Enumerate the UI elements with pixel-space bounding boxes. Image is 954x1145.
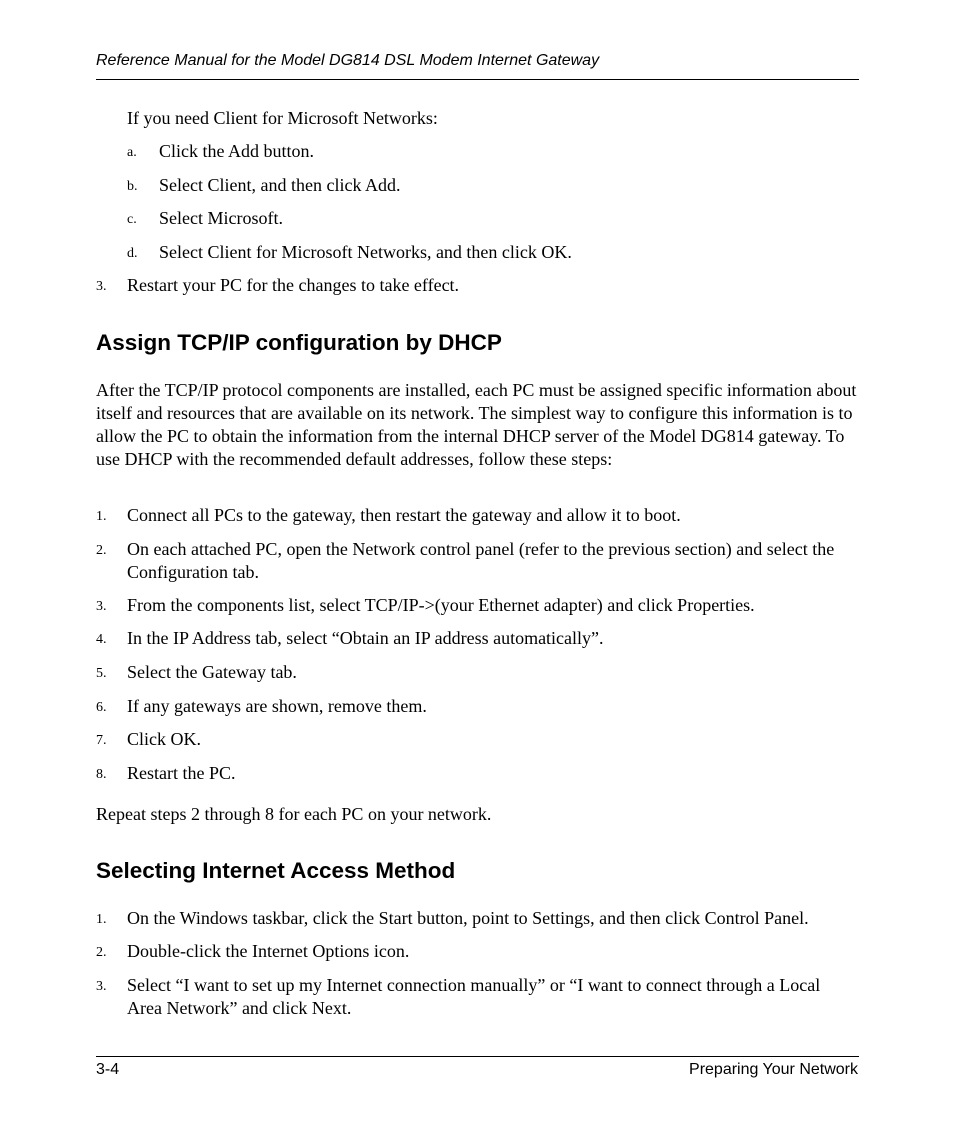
- dhcp-step-7: Click OK.: [127, 729, 201, 749]
- running-header: Reference Manual for the Model DG814 DSL Modem Internet Gateway: [96, 52, 600, 69]
- step-marker: 4.: [96, 632, 107, 647]
- step-marker: 5.: [96, 666, 107, 681]
- substep-marker-b: b.: [127, 179, 138, 194]
- dhcp-step-5: Select the Gateway tab.: [127, 662, 297, 682]
- dhcp-step-3: From the components list, select TCP/IP->(your Ethernet adapter) and click Properties.: [127, 595, 755, 615]
- step-marker: 3.: [96, 279, 107, 294]
- step-marker: 2.: [96, 543, 107, 558]
- step-marker: 6.: [96, 700, 107, 715]
- substep-marker-a: a.: [127, 145, 137, 160]
- dhcp-paragraph: After the TCP/IP protocol components are installed, each PC must be assigned specific information about itself and resources that are available on its network. The simplest way to configure this information is to allow the PC to obtain the information from the internal DHCP server of the Model DG814 gateway. To use DHCP with the recommended default addresses, follow these steps:: [96, 380, 857, 469]
- dhcp-step-2: On each attached PC, open the Network control panel (refer to the previous section) and select the Configuration tab.: [127, 539, 835, 582]
- page-number: 3-4: [96, 1061, 120, 1078]
- substep-marker-c: c.: [127, 212, 137, 227]
- footer-divider: [96, 1056, 859, 1057]
- step-marker: 8.: [96, 767, 107, 782]
- substep-d: Select Client for Microsoft Networks, and then click OK.: [159, 242, 572, 262]
- restart-step: Restart your PC for the changes to take effect.: [127, 275, 460, 295]
- step-marker: 7.: [96, 733, 107, 748]
- substep-c: Select Microsoft.: [159, 208, 283, 228]
- dhcp-step-4: In the IP Address tab, select “Obtain an IP address automatically”.: [127, 628, 604, 648]
- dhcp-step-1: Connect all PCs to the gateway, then restart the gateway and allow it to boot.: [127, 505, 681, 525]
- step-marker: 2.: [96, 945, 107, 960]
- step-marker: 1.: [96, 912, 107, 927]
- substep-a: Click the Add button.: [159, 141, 314, 161]
- substep-marker-d: d.: [127, 246, 138, 261]
- section-heading-dhcp: Assign TCP/IP configuration by DHCP: [96, 330, 502, 355]
- step-marker: 3.: [96, 599, 107, 614]
- chapter-title: Preparing Your Network: [689, 1061, 858, 1078]
- substep-b: Select Client, and then click Add.: [159, 175, 401, 195]
- access-step-3: Select “I want to set up my Internet connection manually” or “I want to connect through a Local Area Network” and click Next.: [127, 975, 821, 1018]
- dhcp-closing: Repeat steps 2 through 8 for each PC on your network.: [96, 804, 492, 824]
- header-divider: [96, 79, 859, 80]
- step-marker: 3.: [96, 979, 107, 994]
- dhcp-step-8: Restart the PC.: [127, 763, 236, 783]
- intro-text: If you need Client for Microsoft Networks:: [127, 108, 438, 128]
- access-step-1: On the Windows taskbar, click the Start button, point to Settings, and then click Control Panel.: [127, 908, 809, 928]
- dhcp-step-6: If any gateways are shown, remove them.: [127, 696, 427, 716]
- step-marker: 1.: [96, 509, 107, 524]
- section-heading-access: Selecting Internet Access Method: [96, 858, 456, 883]
- access-step-2: Double-click the Internet Options icon.: [127, 941, 410, 961]
